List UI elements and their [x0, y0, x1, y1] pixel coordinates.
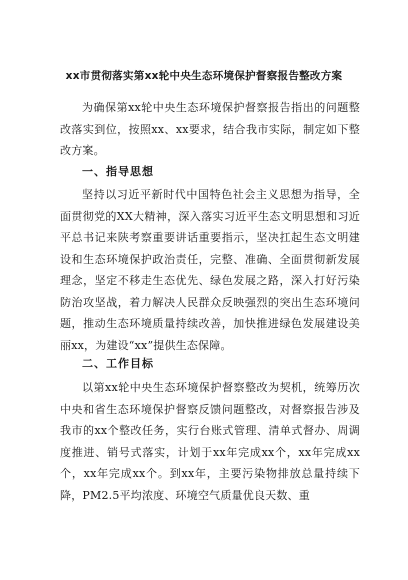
section-heading-work-goals: 二、工作目标	[82, 357, 154, 370]
section-body-guiding-ideology: 坚持以习近平新时代中国特色社会主义思想为指导，全面贯彻党的XX大精神，深入落实习近平生态文明思想和习近平总书记来陕考察重要讲话重要指示，坚决扛起生态文明建设和生态环境保护政治责任，完整、准确、全面贯彻新发展理念，坚定不移走生态优先、绿色发展之路，深入打好污染防治攻坚战，着力解决人民群众反映强烈的突出生态环境问题，推动生态环境质量持续改善，加快推进绿色发展建设美丽xx，为建设“xx”提供生态保障。	[60, 188, 360, 352]
intro-paragraph: 为确保第xx轮中央生态环境保护督察报告指出的问题整改落实到位，按照xx、xx要求，结合我市实际，制定如下整改方案。	[60, 101, 360, 157]
document-title: xx市贯彻落实第xx轮中央生态环境保护督察报告整改方案	[65, 70, 343, 82]
section-body-work-goals: 以第xx轮中央生态环境保护督察整改为契机，统筹历次中央和省生态环境保护督察反馈问题整改，对督察报告涉及我市的xx个整改任务，实行台账式管理、清单式督办、周调度推进、销号式落实，计划于xx年完成xx个，xx年完成xx个，xx年完成xx个。到xx年，主要污染物排放总量持续下降，PM2.5平均浓度、环境空气质量优良天数、重	[60, 381, 360, 502]
section-heading-guiding-ideology: 一、指导思想	[82, 165, 154, 178]
